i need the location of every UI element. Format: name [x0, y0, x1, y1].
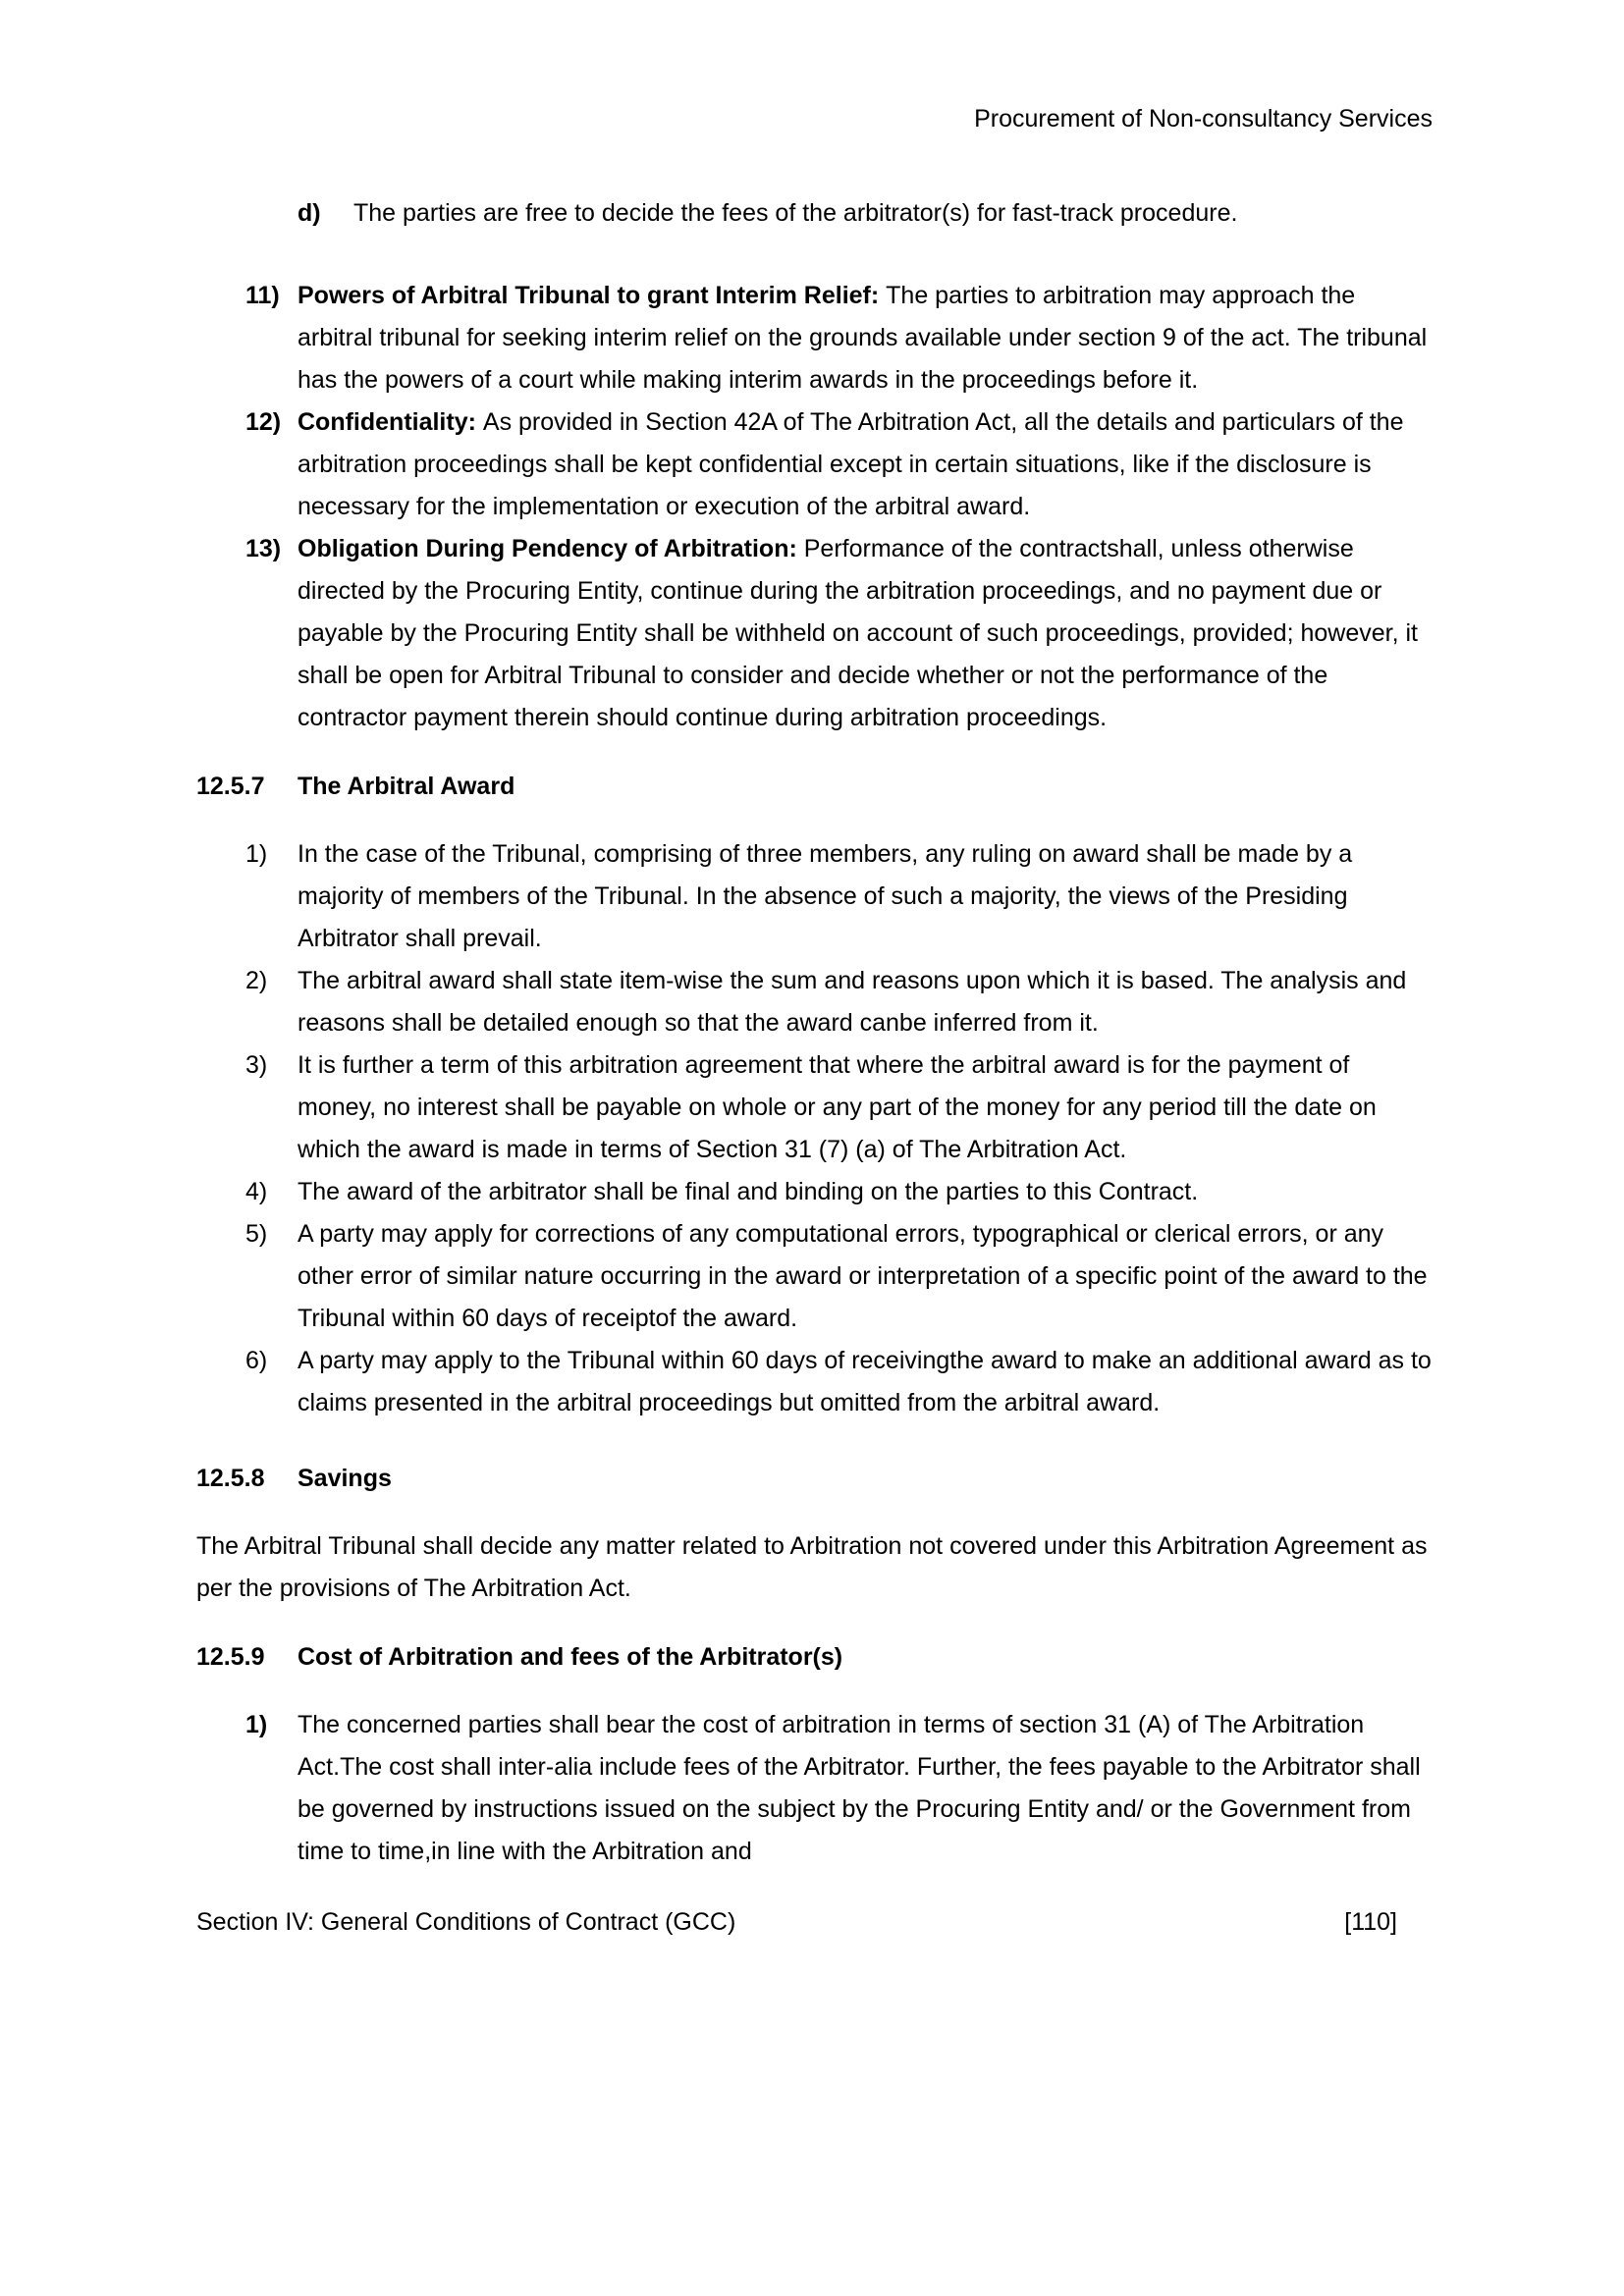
list-item	[196, 960, 1433, 1044]
list-item-marker: 1)	[245, 840, 268, 868]
list-item-marker: 12)	[245, 408, 282, 436]
list-item-marker: 6)	[245, 1347, 268, 1374]
list-item-text: A party may apply to the Tribunal within 60 days of receivingthe award to make an additional award as to claims presented in the arbitral proceedings but omitted from the arbitral award.	[298, 1347, 1432, 1416]
savings-paragraph: The Arbitral Tribunal shall decide any matter related to Arbitration not covered under this Arbitration Agreement as per the provisions of The Arbitration Act.	[196, 1532, 1428, 1602]
list-item-text: The concerned parties shall bear the cost of arbitration in terms of section 31 (A) of The Arbitration Act.The cost shall inter-alia include fees of the Arbitrator. Further, the fees payable to the Arbitrator shall be governed by instructions issued on the subject by the Procuring Entity and/ or the Government from time to time,in line with the Arbitration and	[298, 1711, 1421, 1865]
list-item-lead: Obligation During Pendency of Arbitration:	[298, 535, 804, 562]
list-item-marker: d)	[298, 199, 321, 227]
footer-section-label: Section IV: General Conditions of Contract (GCC)	[196, 1908, 736, 1936]
list-item-marker: 13)	[245, 535, 282, 562]
section-title: The Arbitral Award	[298, 773, 515, 800]
list-item-lead: Confidentiality:	[298, 408, 483, 436]
list-item	[196, 401, 1433, 528]
section-title: Savings	[298, 1465, 392, 1492]
list-item	[196, 1044, 1433, 1171]
list-item-marker: 4)	[245, 1178, 268, 1205]
list-item-text: As provided in Section 42A of The Arbitration Act, all the details and particulars of the arbitration proceedings shall be kept confidential except in certain situations, like if the disclosure is necessary for the implementation or execution of the arbitral award.	[298, 408, 1404, 520]
list-item-marker: 2)	[245, 967, 268, 994]
list-item	[196, 833, 1433, 960]
list-item-text: The arbitral award shall state item-wise the sum and reasons upon which it is based. The analysis and reasons shall be detailed enough so that the award canbe inferred from it.	[298, 967, 1407, 1037]
section-number: 12.5.8	[196, 1465, 265, 1492]
list-item-text: The parties to arbitration may approach the arbitral tribunal for seeking interim relief on the grounds available under section 9 of the act. The tribunal has the powers of a court while making interim awards in the proceedings before it.	[298, 282, 1428, 394]
list-item-marker: 5)	[245, 1220, 268, 1248]
list-item	[196, 528, 1433, 739]
arbitral-award-list	[196, 833, 1433, 1424]
list-item-text: The parties are free to decide the fees of the arbitrator(s) for fast-track procedure.	[353, 199, 1238, 227]
list-item-text: The award of the arbitrator shall be final and binding on the parties to this Contract.	[298, 1178, 1199, 1205]
section-heading-1259	[196, 1636, 1433, 1679]
list-item-marker: 11)	[245, 282, 280, 309]
list-item-marker: 1)	[245, 1711, 268, 1738]
footer-page-number: [110]	[1344, 1908, 1397, 1936]
page-footer	[196, 1901, 1433, 1944]
section-number: 12.5.9	[196, 1643, 265, 1671]
list-item-text: In the case of the Tribunal, comprising of three members, any ruling on award shall be made by a majority of members of the Tribunal. In the absence of such a majority, the views of the Presiding Arbitrator shall prevail.	[298, 840, 1353, 952]
section-heading-1258	[196, 1458, 1433, 1500]
list-item	[196, 275, 1433, 401]
list-item-marker: 3)	[245, 1051, 268, 1079]
list-item-lead: Powers of Arbitral Tribunal to grant Interim Relief:	[298, 282, 887, 309]
section-title: Cost of Arbitration and fees of the Arbitrator(s)	[298, 1643, 843, 1671]
header-text: Procurement of Non-consultancy Services	[974, 105, 1433, 133]
list-item-text: Performance of the contractshall, unless otherwise directed by the Procuring Entity, continue during the arbitration proceedings, and no payment due or payable by the Procuring Entity shall be withheld on account of such proceedings, provided; however, it shall be open for Arbitral Tribunal to consider and decide whether or not the performance of the contractor payment therein should continue during arbitration proceedings.	[298, 535, 1418, 731]
numbered-list-11-13	[196, 275, 1433, 739]
list-item	[196, 1213, 1433, 1340]
section-heading-1257	[196, 766, 1433, 808]
list-item-text: A party may apply for corrections of any computational errors, typographical or clerical errors, or any other error of similar nature occurring in the award or interpretation of a specific point of the award to the Tribunal within 60 days of receiptof the award.	[298, 1220, 1428, 1332]
list-item	[196, 1171, 1433, 1213]
page-header	[196, 98, 1433, 140]
list-item-text: It is further a term of this arbitration agreement that where the arbitral award is for the payment of money, no interest shall be payable on whole or any part of the money for any period till the date on which the award is made in terms of Section 31 (7) (a) of The Arbitration Act.	[298, 1051, 1377, 1163]
list-item	[196, 1704, 1433, 1873]
cost-of-arbitration-list	[196, 1704, 1433, 1873]
list-item-d	[196, 192, 1433, 235]
section-number: 12.5.7	[196, 773, 265, 800]
list-item	[196, 1340, 1433, 1424]
